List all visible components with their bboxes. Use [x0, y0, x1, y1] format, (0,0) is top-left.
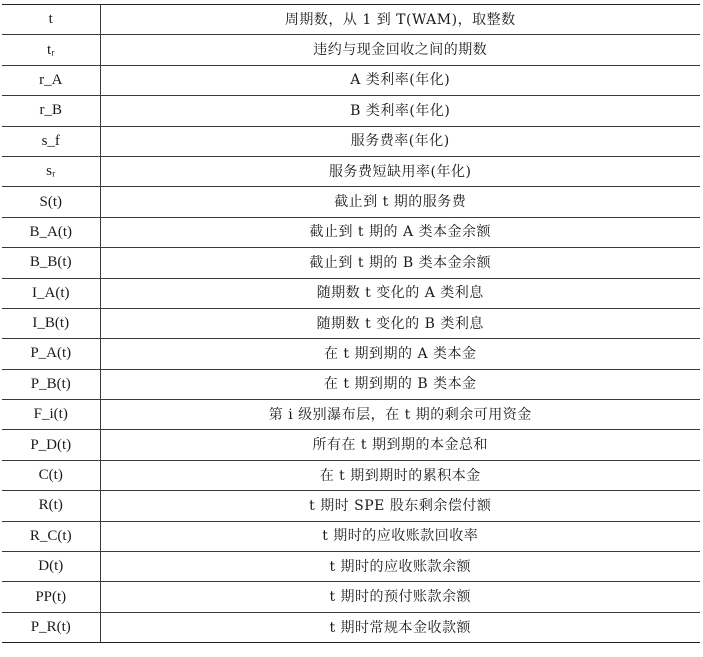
symbol-cell: B_B(t) — [2, 248, 100, 278]
symbol-cell: P_B(t) — [2, 369, 100, 399]
description-cell: t 期时的应收账款回收率 — [100, 521, 700, 551]
table-row — [2, 248, 700, 278]
symbol-cell: P_A(t) — [2, 339, 100, 369]
description-cell: B 类利率(年化) — [100, 96, 700, 126]
symbol-cell: sᵣ — [2, 156, 100, 186]
symbol-cell: s_f — [2, 126, 100, 156]
table-row — [2, 5, 700, 35]
description-cell: A 类利率(年化) — [100, 65, 700, 95]
table-row — [2, 217, 700, 247]
symbol-cell: F_i(t) — [2, 400, 100, 430]
description-cell: 在 t 期到期时的累积本金 — [100, 460, 700, 490]
symbol-cell: P_D(t) — [2, 430, 100, 460]
table-row — [2, 126, 700, 156]
table-row — [2, 156, 700, 186]
table-row — [2, 65, 700, 95]
table-row — [2, 35, 700, 65]
table-row — [2, 582, 700, 612]
description-cell: 截止到 t 期的 A 类本金余额 — [100, 217, 700, 247]
description-cell: t 期时常规本金收款额 — [100, 612, 700, 642]
symbol-cell: P_R(t) — [2, 612, 100, 642]
table-row — [2, 369, 700, 399]
table-row — [2, 278, 700, 308]
table-row — [2, 491, 700, 521]
notation-table-body — [2, 5, 700, 643]
table-row — [2, 400, 700, 430]
symbol-cell: I_B(t) — [2, 308, 100, 338]
table-row — [2, 430, 700, 460]
table-row — [2, 308, 700, 338]
description-cell: 截止到 t 期的服务费 — [100, 187, 700, 217]
description-cell: 服务费率(年化) — [100, 126, 700, 156]
symbol-cell: C(t) — [2, 460, 100, 490]
description-cell: 随期数 t 变化的 A 类利息 — [100, 278, 700, 308]
table-row — [2, 552, 700, 582]
description-cell: t 期时的应收账款余额 — [100, 552, 700, 582]
description-cell: 违约与现金回收之间的期数 — [100, 35, 700, 65]
symbol-cell: R_C(t) — [2, 521, 100, 551]
symbol-cell: B_A(t) — [2, 217, 100, 247]
description-cell: 在 t 期到期的 B 类本金 — [100, 369, 700, 399]
description-cell: 在 t 期到期的 A 类本金 — [100, 339, 700, 369]
description-cell: 服务费短缺用率(年化) — [100, 156, 700, 186]
table-row — [2, 460, 700, 490]
symbol-cell: D(t) — [2, 552, 100, 582]
table-row — [2, 187, 700, 217]
table-row — [2, 339, 700, 369]
description-cell: 周期数，从 1 到 T(WAM)，取整数 — [100, 5, 700, 35]
table-row — [2, 612, 700, 642]
symbol-cell: I_A(t) — [2, 278, 100, 308]
description-cell: t 期时的预付账款余额 — [100, 582, 700, 612]
symbol-cell: S(t) — [2, 187, 100, 217]
symbol-cell: r_A — [2, 65, 100, 95]
description-cell: 所有在 t 期到期的本金总和 — [100, 430, 700, 460]
description-cell: 第 i 级别瀑布层，在 t 期的剩余可用资金 — [100, 400, 700, 430]
symbol-cell: tᵣ — [2, 35, 100, 65]
description-cell: 截止到 t 期的 B 类本金余额 — [100, 248, 700, 278]
symbol-cell: r_B — [2, 96, 100, 126]
table-row — [2, 521, 700, 551]
notation-table — [2, 4, 700, 643]
symbol-cell: PP(t) — [2, 582, 100, 612]
description-cell: 随期数 t 变化的 B 类利息 — [100, 308, 700, 338]
description-cell: t 期时 SPE 股东剩余偿付额 — [100, 491, 700, 521]
symbol-cell: R(t) — [2, 491, 100, 521]
symbol-cell: t — [2, 5, 100, 35]
table-row — [2, 96, 700, 126]
